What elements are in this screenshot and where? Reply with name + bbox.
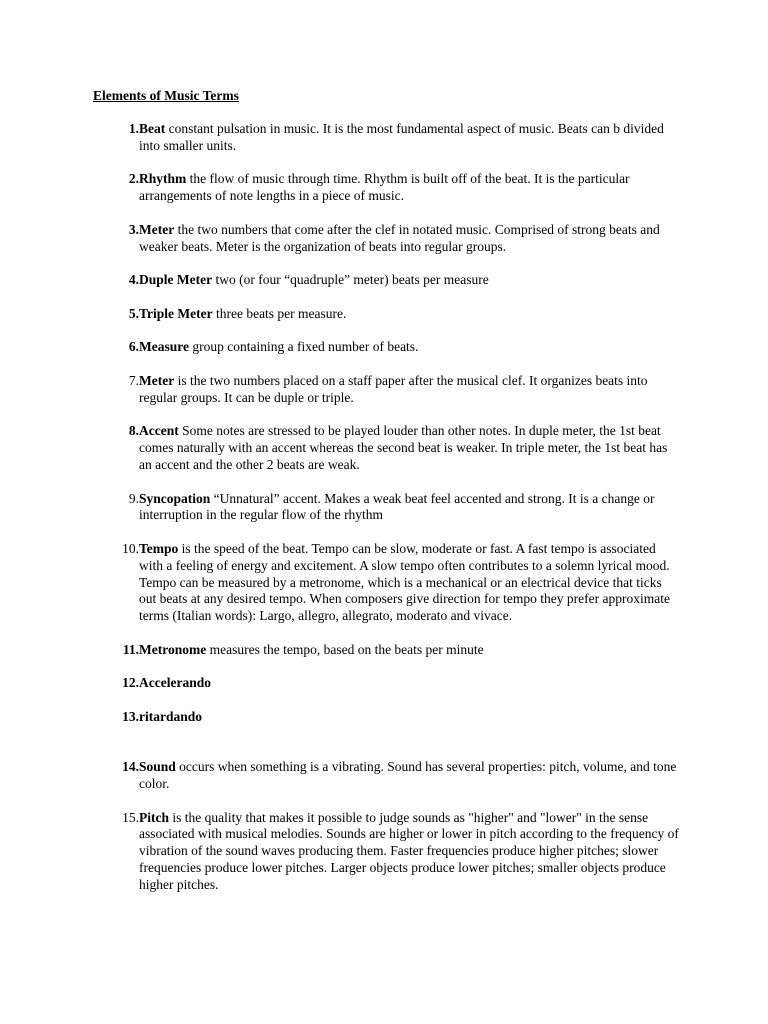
term-name: Duple Meter xyxy=(139,272,213,288)
list-item xyxy=(0,642,768,659)
item-number: 1. xyxy=(128,121,139,136)
term-definition: is the quality that makes it possible to judge sounds as "higher" and "lower" in the sense associated with musical melodies. Sounds are higher or lower in pitch according to the frequency of vibration of the sound waves producing them. Faster frequencies produce higher pitches; slower frequencies produce lower pitches. Larger objects produce lower pitches; smaller objects produce higher pitches. xyxy=(139,809,679,892)
term-definition: three beats per measure. xyxy=(215,305,347,321)
list-item xyxy=(0,272,768,289)
term-definition: constant pulsation in music. It is the most fundamental aspect of music. Beats can b divided into smaller units. xyxy=(139,121,664,153)
term-definition: is the two numbers placed on a staff paper after the musical clef. It organizes beats into regular groups. It can be duple or triple. xyxy=(139,372,648,405)
term-definition: Some notes are stressed to be played louder than other notes. In duple meter, the 1st beat comes naturally with an accent whereas the second beat is weaker. In triple meter, the 1st beat has an accent and the other 2 beats are weak. xyxy=(139,423,668,472)
list-item xyxy=(0,423,768,473)
item-number: 3. xyxy=(128,221,139,237)
list-item xyxy=(0,491,768,525)
term-definition: two (or four “quadruple” meter) beats per measure xyxy=(215,272,489,288)
item-number: 9. xyxy=(128,490,139,506)
item-number: 6. xyxy=(128,339,139,355)
document-title: Elements of Music Terms xyxy=(93,88,239,103)
term-name: Accelerando xyxy=(139,675,211,691)
term-definition: group containing a fixed number of beats. xyxy=(192,339,419,355)
item-number: 10. xyxy=(122,540,139,556)
term-definition-continued: Tempo can be measured by a metronome, which is a mechanical or an electrical device that ticks out beats at any desired tempo. When composers give direction for tempo they prefer approximate terms (Italian words): Largo, allegro, allegrato, moderato and vivace. xyxy=(139,574,670,624)
term-name: Tempo xyxy=(139,540,179,556)
item-number: 7. xyxy=(128,372,139,388)
item-number: 4. xyxy=(128,272,139,288)
item-number: 12. xyxy=(122,675,139,691)
term-definition: the flow of music through time. Rhythm is built off of the beat. It is the particular arrangements of note lengths in a piece of music. xyxy=(139,171,630,204)
term-name: Accent xyxy=(139,423,179,439)
list-item xyxy=(0,171,768,205)
term-name: Triple Meter xyxy=(139,305,213,321)
terms-list xyxy=(0,121,768,910)
list-item xyxy=(0,121,768,155)
item-number: 11. xyxy=(122,641,139,657)
item-number: 2. xyxy=(128,171,139,187)
item-number: 14. xyxy=(122,759,139,775)
list-item xyxy=(0,759,768,793)
list-item xyxy=(0,222,768,256)
term-definition: occurs when something is a vibrating. Sound has several properties: pitch, volume, and tone color. xyxy=(139,759,677,792)
term-definition: is the speed of the beat. Tempo can be slow, moderate or fast. A fast tempo is associated with a feeling of energy and excitement. A slow tempo often contributes to a solemn lyrical mood. xyxy=(139,540,670,573)
term-definition: the two numbers that come after the clef in notated music. Comprised of strong beats and weaker beats. Meter is the organization of beats into regular groups. xyxy=(139,221,660,254)
term-name: Beat xyxy=(139,121,166,136)
list-item xyxy=(0,306,768,323)
term-name: Meter xyxy=(139,372,175,388)
list-item xyxy=(0,810,768,894)
list-item xyxy=(0,675,768,692)
term-name: Measure xyxy=(139,339,189,355)
term-definition: measures the tempo, based on the beats per minute xyxy=(209,641,484,657)
term-name: Metronome xyxy=(139,641,207,657)
term-name: Syncopation xyxy=(139,490,211,506)
item-number: 5. xyxy=(128,305,139,321)
item-number: 8. xyxy=(128,423,139,439)
term-name: Meter xyxy=(139,221,175,237)
term-name: Pitch xyxy=(139,809,169,825)
term-name: Rhythm xyxy=(139,171,187,187)
item-number: 15. xyxy=(122,809,139,825)
list-item xyxy=(0,373,768,407)
item-number: 13. xyxy=(122,708,139,724)
term-definition: “Unnatural” accent. Makes a weak beat feel accented and strong. It is a change or interruption in the regular flow of the rhythm xyxy=(139,490,655,523)
list-item xyxy=(0,541,768,625)
term-name: Sound xyxy=(139,759,176,775)
list-item xyxy=(0,709,768,726)
list-item xyxy=(0,339,768,356)
term-name: ritardando xyxy=(139,708,203,724)
